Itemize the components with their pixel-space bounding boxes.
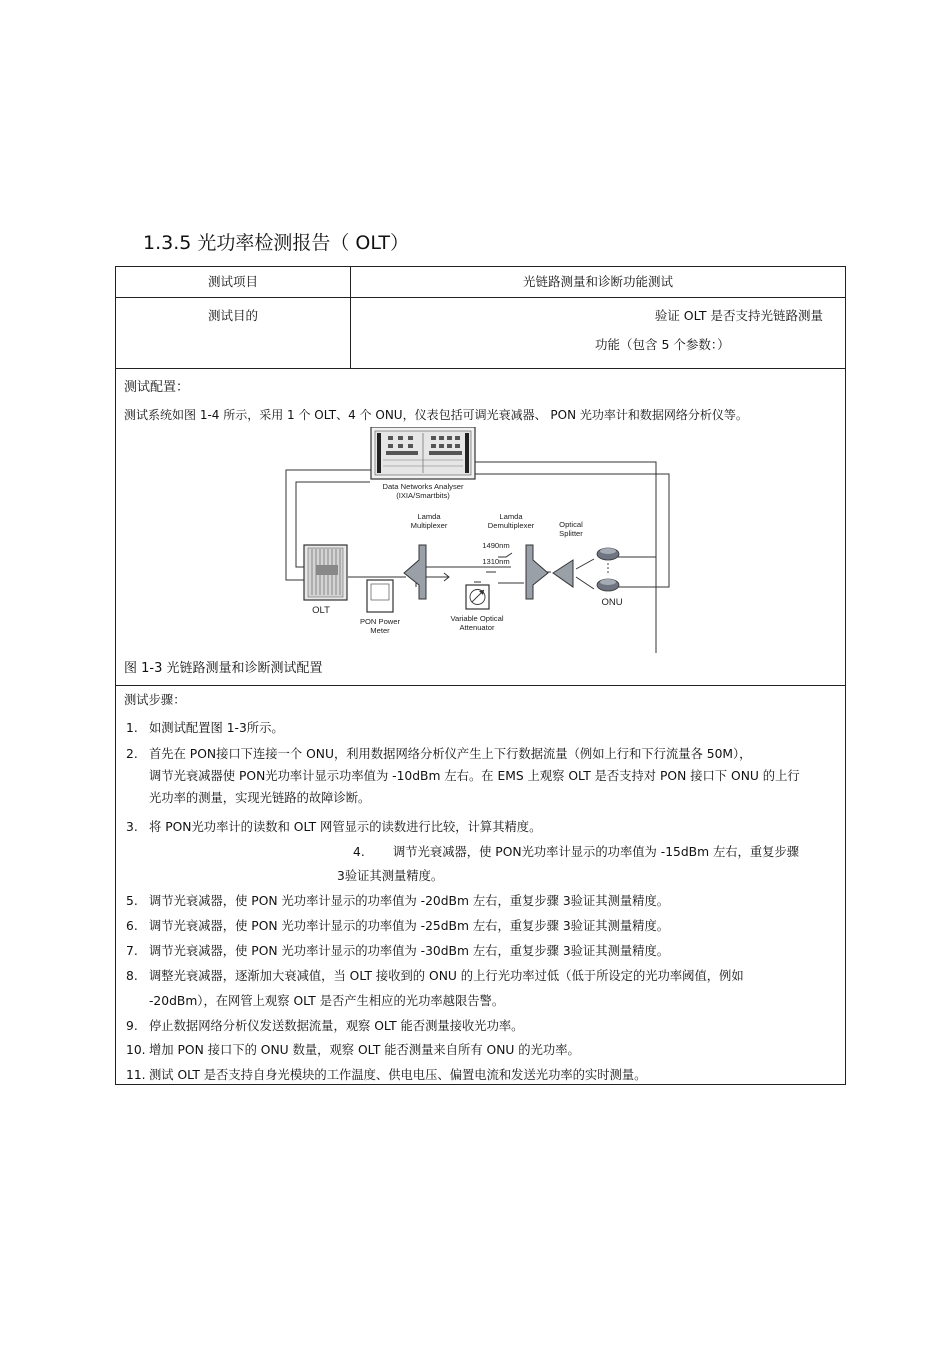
test-item-label: 测试项目	[116, 267, 351, 298]
step-8: 8. 调整光衰减器，逐渐加大衰减值，当 OLT 接收到的 ONU 的上行光功率过低（低于所设定的光功率阈值，例如	[126, 969, 744, 983]
step-2-line-2: 调节光衰减器使 PON光功率计显示功率值为 -10dBm 左右。在 EMS 上观察 OLT 是否支持对 PON 接口下 ONU 的上行	[149, 769, 800, 783]
config-heading: 测试配置：	[124, 380, 190, 395]
test-item-value: 光链路测量和诊断功能测试	[351, 267, 846, 298]
test-purpose-label: 测试目的	[116, 298, 351, 369]
step-5: 5. 调节光衰减器，使 PON 光功率计显示的功率值为 -20dBm 左右，重复步骤 3验证其测量精度。	[126, 894, 670, 908]
step-10: 10. 增加 PON 接口下的 ONU 数量，观察 OLT 能否测量来自所有 ONU 的光功率。	[126, 1043, 580, 1057]
step-9: 9. 停止数据网络分析仪发送数据流量，观察 OLT 能否测量接收光功率。	[126, 1019, 524, 1033]
splitter-label-1: Optical	[559, 520, 583, 529]
config-description: 测试系统如图 1-4 所示，采用 1 个 OLT、4 个 ONU，仪表包括可调光衰减器、 PON 光功率计和数据网络分析仪等。	[124, 408, 748, 422]
onu-label: ONU	[601, 597, 623, 608]
test-purpose-line-1: 验证 OLT 是否支持光链路测量	[654, 308, 823, 323]
demux-label-2: Demultiplexer	[487, 521, 535, 530]
step-3: 3. 将 PON光功率计的读数和 OLT 网管显示的读数进行比较，计算其精度。	[126, 820, 542, 834]
analyser-device-icon	[371, 427, 475, 479]
mux-label-1: Lamda	[417, 512, 441, 521]
step-4-line-2: 3验证其测量精度。	[337, 869, 444, 883]
step-6: 6. 调节光衰减器，使 PON 光功率计显示的功率值为 -25dBm 左右，重复步骤 3验证其测量精度。	[126, 919, 670, 933]
step-2: 2. 首先在 PON接口下连接一个 ONU，利用数据网络分析仪产生上下行数据流量（例如上行和下行流量各 50M），	[126, 747, 752, 761]
test-report-table	[115, 266, 846, 1085]
splitter-icon	[553, 560, 573, 587]
splitter-label-2: Splitter	[559, 529, 583, 538]
steps-heading: 测试步骤：	[124, 693, 186, 707]
figure-caption: 图 1-3 光链路测量和诊断测试配置	[124, 661, 323, 676]
attenuator-icon	[466, 585, 489, 609]
test-purpose-value	[351, 298, 846, 369]
test-item-row	[116, 267, 846, 298]
test-purpose-row	[116, 298, 846, 369]
meter-label-2: Meter	[370, 626, 390, 635]
wavelength-1490-label: 1490nm	[482, 541, 510, 550]
olt-label: OLT	[312, 605, 330, 616]
atten-label-2: Attenuator	[459, 623, 495, 632]
step-1: 1. 如测试配置图 1-3所示。	[126, 721, 284, 735]
test-purpose-line-2: 功能（包含 5 个参数：）	[595, 337, 730, 352]
step-7: 7. 调节光衰减器，使 PON 光功率计显示的功率值为 -30dBm 左右，重复步骤 3验证其测量精度。	[126, 944, 670, 958]
atten-label-1: Variable Optical	[450, 614, 504, 623]
power-meter-icon	[367, 580, 393, 612]
mux-label-2: Multiplexer	[410, 521, 448, 530]
demux-icon	[526, 545, 548, 599]
meter-label-1: PON Power	[359, 617, 401, 626]
onu-device-icon	[597, 548, 619, 591]
section-title: 1.3.5 光功率检测报告（ OLT）	[143, 232, 409, 254]
demux-label-1: Lamda	[499, 512, 523, 521]
analyser-label-1: Data Networks Analyser	[382, 482, 464, 491]
test-setup-diagram	[276, 427, 676, 653]
steps-row	[116, 686, 846, 1085]
step-11: 11. 测试 OLT 是否支持自身光模块的工作温度、供电电压、偏置电流和发送光功率的实时测量。	[126, 1068, 647, 1082]
steps-cell	[116, 686, 846, 1085]
step-4: 4. 调节光衰减器，使 PON光功率计显示的功率值为 -15dBm 左右，重复步骤	[353, 845, 800, 859]
step-8-line-2: -20dBm），在网管上观察 OLT 是否产生相应的光功率越限告警。	[149, 994, 505, 1008]
config-cell	[116, 369, 846, 686]
olt-device-icon	[304, 545, 347, 600]
wavelength-1310-label: 1310nm	[482, 557, 510, 566]
step-2-line-3: 光功率的测量，实现光链路的故障诊断。	[149, 791, 371, 805]
mux-icon	[404, 545, 426, 599]
config-row	[116, 369, 846, 686]
analyser-label-2: (IXIA/Smartbits)	[396, 491, 450, 500]
